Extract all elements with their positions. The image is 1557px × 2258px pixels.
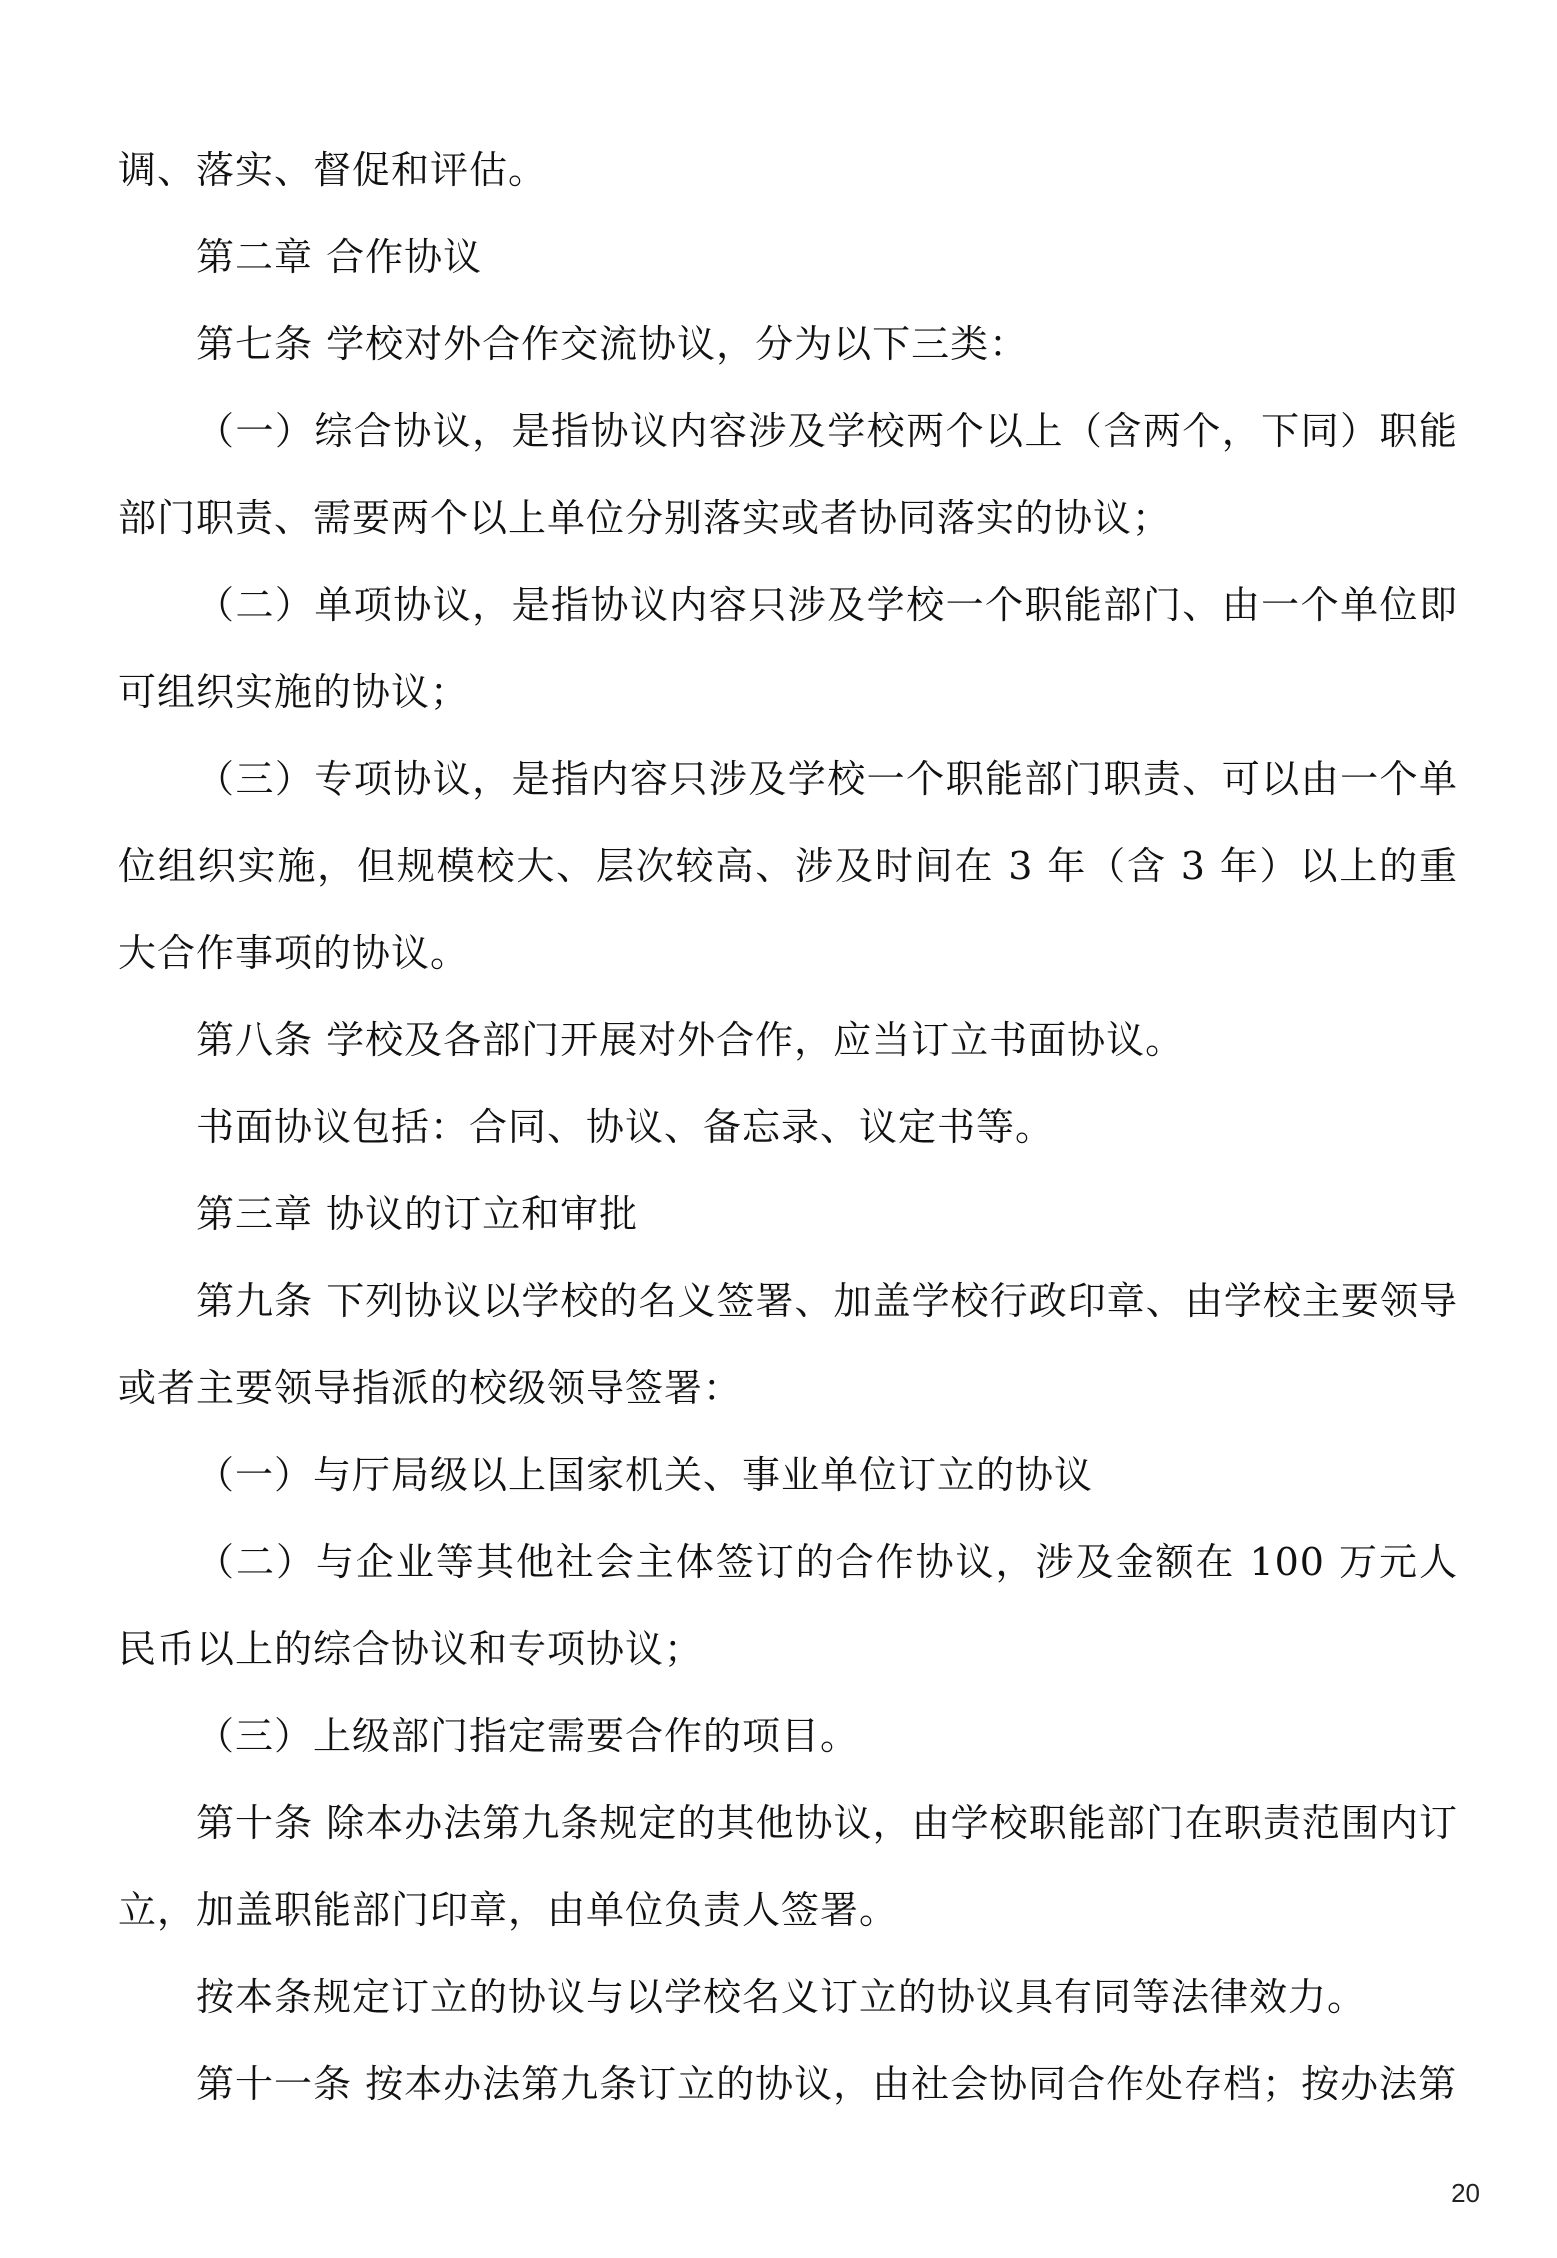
- chapter-heading-3: 第三章 协议的订立和审批: [196, 1192, 639, 1236]
- article-8-note: 书面协议包括：合同、协议、备忘录、议定书等。: [196, 1105, 1055, 1149]
- page-number: 20: [1451, 2178, 1480, 2208]
- article-7: 第七条 学校对外合作交流协议，分为以下三类：: [196, 322, 1029, 366]
- article-9-item-3: （三）上级部门指定需要合作的项目。: [196, 1714, 860, 1758]
- article-10-note: 按本条规定订立的协议与以学校名义订立的协议具有同等法律效力。: [196, 1975, 1367, 2019]
- paragraph-continuation: 调、落实、督促和评估。: [118, 148, 548, 192]
- article-9-item-2: （二）与企业等其他社会主体签订的合作协议，涉及金额在 100 万元人民币以上的综合协议和专项协议；: [118, 1540, 1458, 1671]
- article-7-item-3: （三）专项协议，是指内容只涉及学校一个职能部门职责、可以由一个单位组织实施，但规模校大、层次较高、涉及时间在 3 年（含 3 年）以上的重大合作事项的协议。: [118, 757, 1458, 975]
- article-7-item-1: （一）综合协议，是指协议内容涉及学校两个以上（含两个，下同）职能部门职责、需要两个以上单位分别落实或者协同落实的协议；: [118, 409, 1458, 540]
- article-9-item-1: （一）与厅局级以上国家机关、事业单位订立的协议: [196, 1453, 1094, 1497]
- article-11: 第十一条 按本办法第九条订立的协议，由社会协同合作处存档；按办法第: [196, 2062, 1458, 2106]
- article-10: 第十条 除本办法第九条规定的其他协议，由学校职能部门在职责范围内订立，加盖职能部门印章，由单位负责人签署。: [118, 1801, 1458, 1932]
- chapter-heading-2: 第二章 合作协议: [196, 235, 483, 279]
- article-9: 第九条 下列协议以学校的名义签署、加盖学校行政印章、由学校主要领导或者主要领导指派的校级领导签署：: [118, 1279, 1458, 1410]
- article-7-item-2: （二）单项协议，是指协议内容只涉及学校一个职能部门、由一个单位即可组织实施的协议；: [118, 583, 1458, 714]
- article-8: 第八条 学校及各部门开展对外合作，应当订立书面协议。: [196, 1018, 1185, 1062]
